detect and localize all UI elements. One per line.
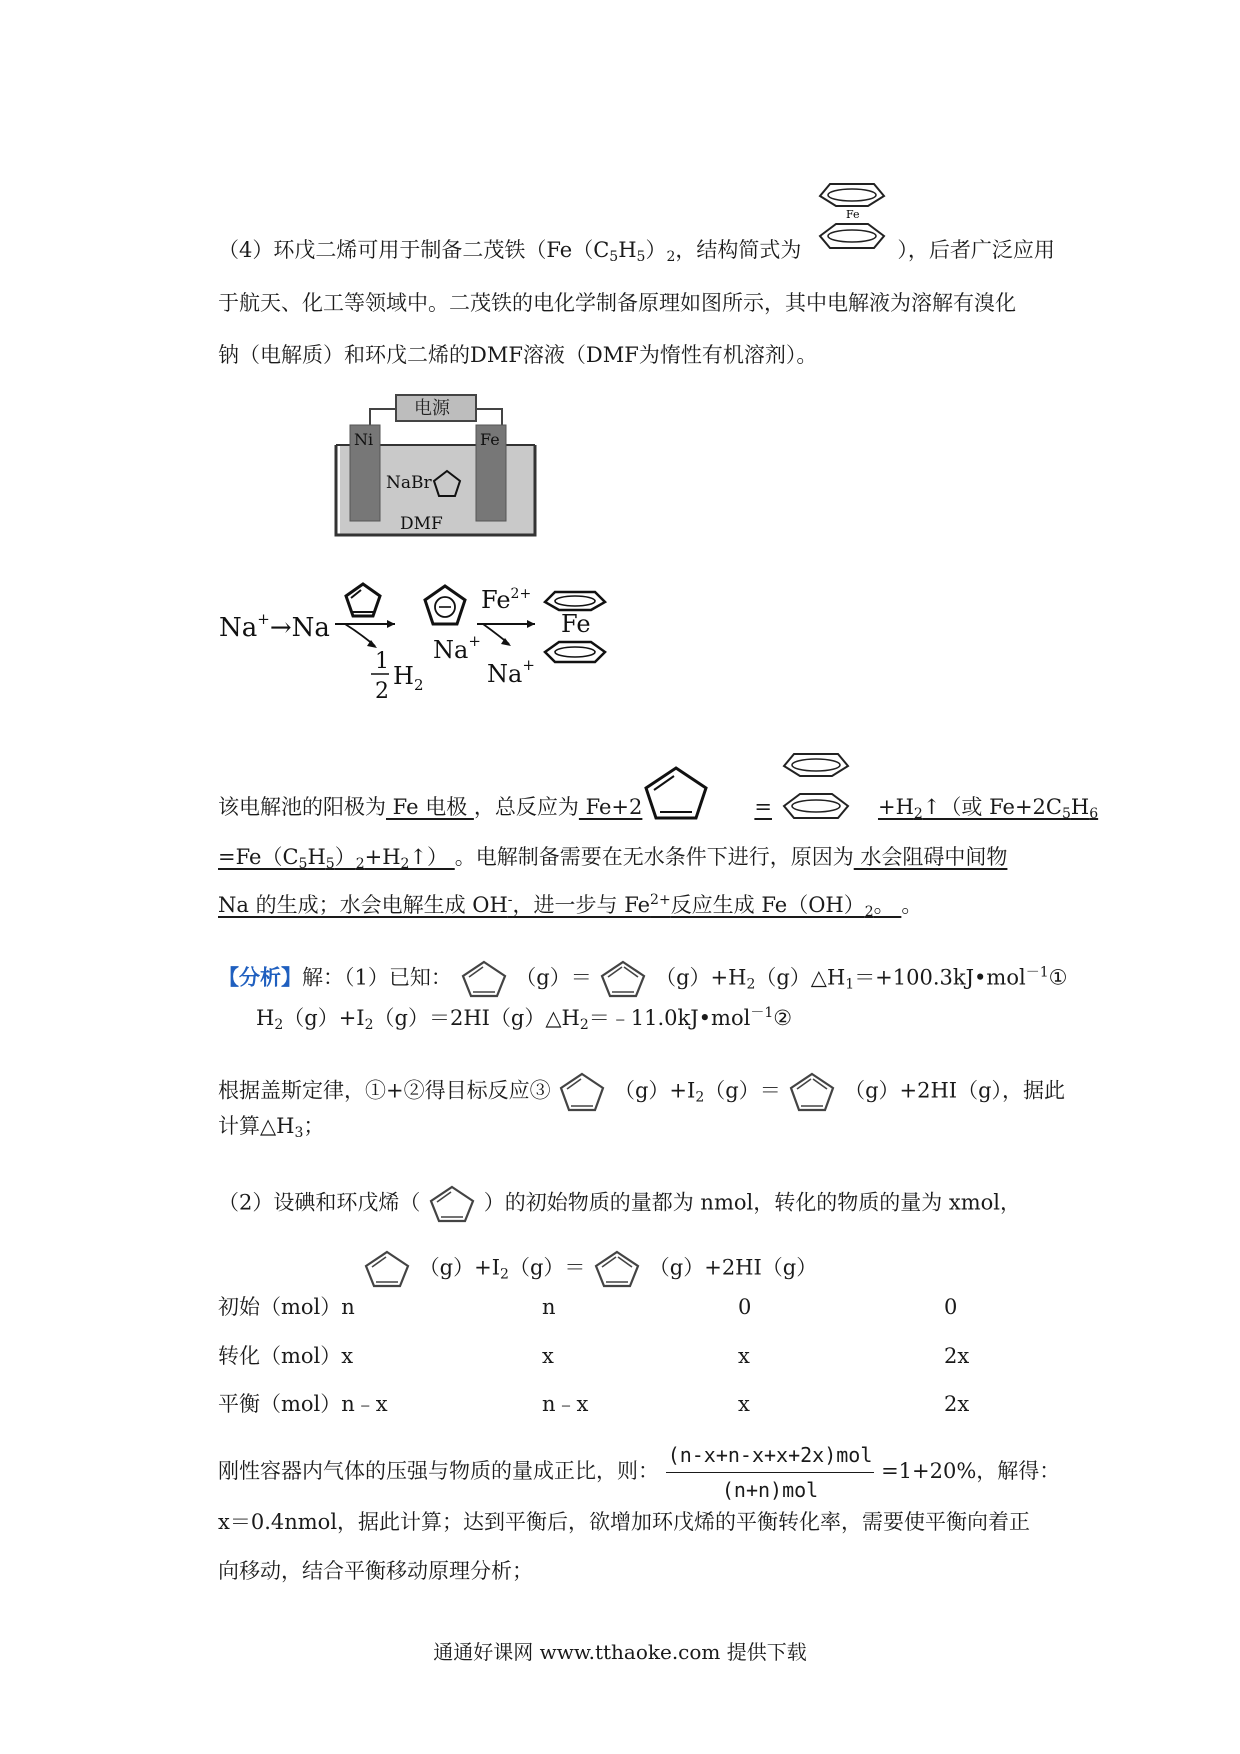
- svg-text:Na+→Na: Na+→Na: [219, 610, 330, 643]
- electrolysis-cell-diagram: [330, 385, 550, 545]
- ferrocene-product-fe: Fe: [561, 610, 591, 638]
- ice-cell: 平衡（mol）n﹣x: [218, 1392, 388, 1416]
- svg-text:H2: $H_2$: [393, 662, 424, 694]
- h2-label: H: [393, 662, 414, 690]
- q4-line-2: 于航天、化工等领域中。二茂铁的电化学制备原理如图所示，其中电解液为溶解有溴化: [218, 291, 1016, 315]
- cyclopentadiene-icon: [557, 1070, 607, 1114]
- ice-cell: x: [738, 1392, 750, 1416]
- pressure-ratio-fraction: $\frac{\text{(n-x+n-x+x+2x)mol}}{\text{(n+n)mol}}$: [666, 1440, 875, 1505]
- half-numerator: 1: [375, 649, 389, 674]
- analysis-line-6: $(g)+I_2(g)= (g)+2HI(g)$: [362, 1248, 817, 1290]
- na-plus-1: Na: [433, 636, 469, 664]
- ice-cell: 2x: [944, 1344, 970, 1368]
- anode-answer: Fe 电极: [386, 795, 474, 819]
- cyclopentadiene-icon: [362, 1248, 412, 1290]
- ice-cell: x: [738, 1344, 750, 1368]
- ice-cell: n: [542, 1295, 556, 1319]
- analysis-line-8: x＝0.4nmol，据此计算；达到平衡后，欲增加环戊烯的平衡转化率，需要使平衡向着正: [218, 1510, 1031, 1534]
- ni-electrode-label: Ni: [354, 430, 374, 449]
- analysis-line-3: 根据盖斯定律，①+②得目标反应③ $(g)+I_2(g)= (g)+2HI(g)$，据此: [218, 1070, 1065, 1114]
- nabr-label: NaBr: [386, 473, 432, 493]
- cyclopentadiene-icon: [787, 1070, 837, 1114]
- half-denominator: 2: [375, 679, 389, 704]
- ice-cell: x: [542, 1344, 554, 1368]
- analysis-line-1: 【分析】解：（1）已知： $(g)= (g)+H_2(g)\triangle H_1=+100.3kJ•mol^{-1}①$: [218, 958, 1067, 1000]
- cyclopentadiene-icon: [459, 958, 509, 1000]
- na-plus-2: Na: [487, 660, 523, 688]
- power-source-label: 电源: [414, 398, 450, 419]
- svg-text:Na+: Na+: [433, 632, 481, 664]
- svg-text:Fe2+: $Fe^{2+}$: [481, 586, 532, 614]
- na-ion: Na: [219, 613, 258, 643]
- fe-electrode-label: Fe: [480, 430, 500, 449]
- cyclopentadiene-icon: [598, 958, 648, 1000]
- cyclopentadiene-icon: [427, 1183, 477, 1225]
- analysis-line-2: $H_2(g)+I_2(g)=2HI(g)\triangle H_2=﹣11.0kJ•mol^{-1}②$: [256, 1005, 793, 1033]
- q4-line-1: （4）环戊二烯可用于制备二茂铁（$Fe(C_5H_5)_2$，结构简式为 ），后者广泛应用: [218, 238, 1055, 265]
- arrow-na: →Na: [269, 613, 330, 643]
- page-footer: 通通好课网 www.tthaoke.com 提供下载: [433, 1640, 807, 1664]
- ice-cell: 0: [738, 1295, 752, 1319]
- fe2-label: Fe: [481, 586, 511, 614]
- answer-line-3: Na 的生成；水会电解生成 OH-，进一步与 $Fe^{2+}$反应生成 $Fe(OH)_2$。 。: [218, 892, 923, 920]
- q4-line-3: 钠（电解质）和环戊二烯的DMF溶液（DMF为惰性有机溶剂）。: [218, 343, 818, 367]
- ice-cell: 0: [944, 1295, 958, 1319]
- svg-text:Na+: Na+: [487, 656, 535, 688]
- analysis-tag: 【分析】: [218, 964, 302, 990]
- ice-cell: n﹣x: [542, 1392, 589, 1416]
- dmf-label: DMF: [400, 514, 443, 534]
- ice-cell: 2x: [944, 1392, 970, 1416]
- analysis-line-4: 计算$\triangle H_3$；: [218, 1114, 325, 1141]
- answer-line-1: 该电解池的阳极为 Fe 电极 ，总反应为 $Fe+2 = +H_2↑$（或 $Fe+2C_5H_6$: [218, 795, 1099, 822]
- analysis-line-5: （2）设碘和环戊烯（ ）的初始物质的量都为 nmol，转化的物质的量为 xmol，: [218, 1183, 1021, 1225]
- cyclopentadiene-icon: [592, 1248, 642, 1290]
- ferrocene-fe-label: Fe: [846, 208, 860, 221]
- ice-cell: 转化（mol）x: [218, 1344, 354, 1368]
- ferrocene-mechanism-scheme: [215, 572, 635, 722]
- analysis-line-9: 向移动，结合平衡移动原理分析；: [218, 1559, 533, 1583]
- analysis-line-7: 刚性容器内气体的压强与物质的量成正比，则： $\frac{\text{(n-x+n-x+x+2x)mol}}{\text{(n+n)mol}}$ =1+20%，解得：: [218, 1440, 1060, 1505]
- answer-line-2: $=Fe(C_5H_5)_2+H_2↑$） 。电解制备需要在无水条件下进行，原因为 水会阻碍中间物: [218, 845, 1008, 872]
- ice-cell: 初始（mol）n: [218, 1295, 355, 1319]
